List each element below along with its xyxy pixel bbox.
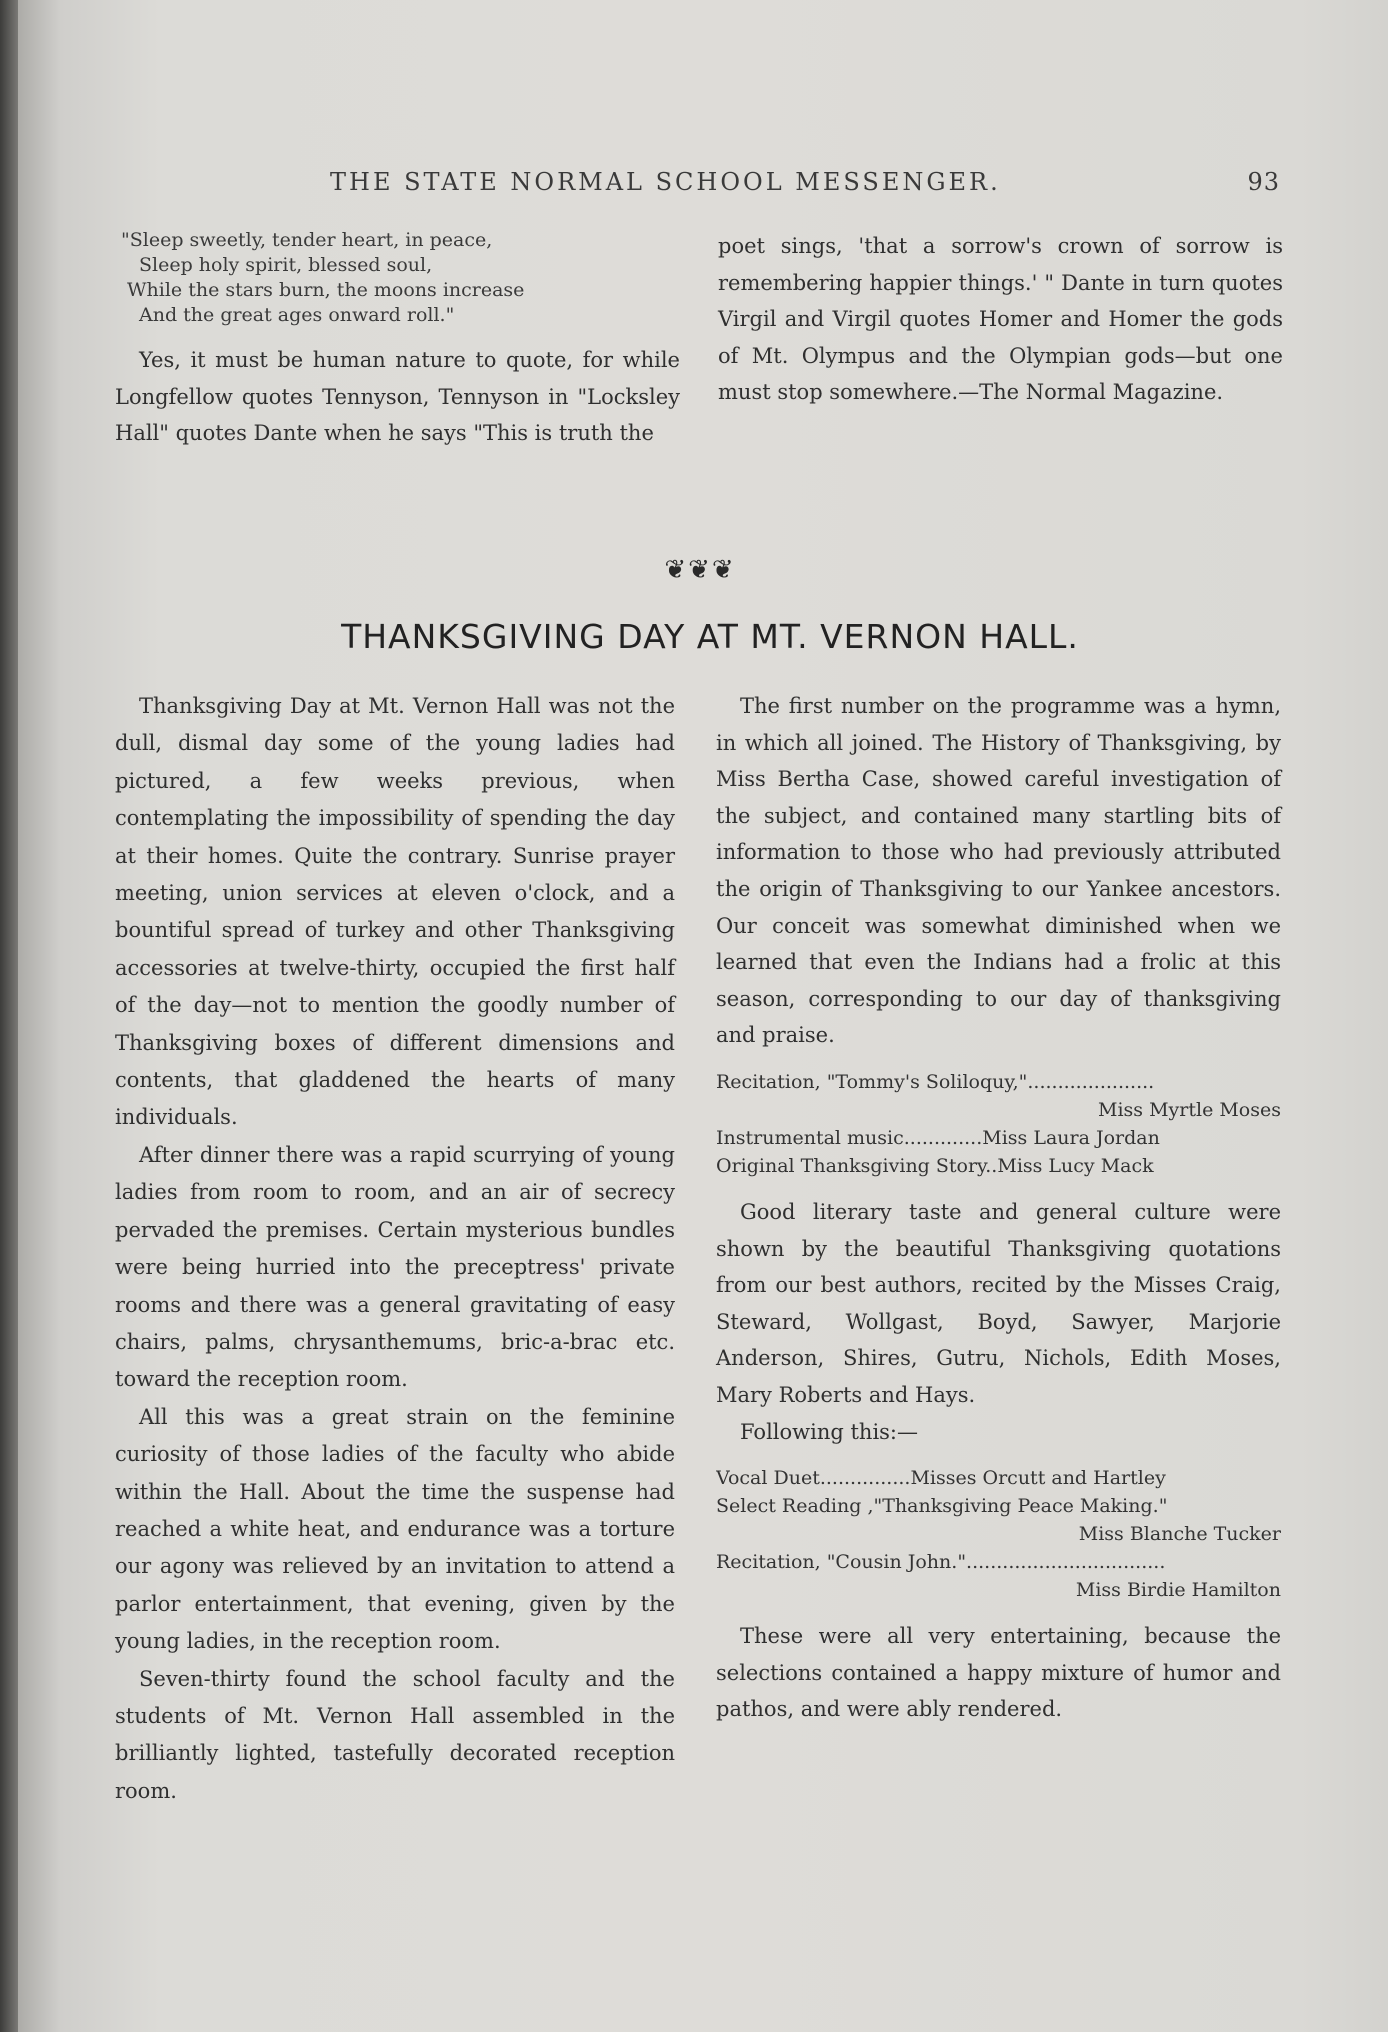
- article-title: THANKSGIVING DAY AT MT. VERNON HALL.: [341, 617, 1079, 656]
- running-header: [330, 168, 1280, 196]
- programme-performer: Miss Lucy Mack: [997, 1154, 1154, 1177]
- top-right-column: [718, 228, 1283, 411]
- top-left-column: [115, 228, 680, 452]
- programme-item: [716, 1152, 1281, 1180]
- article-paragraph: After dinner there was a rapid scurrying of young ladies from room to room, and an air of secrecy pervaded the premises. Certain mysterious bundles were being hurried into the preceptress' private rooms and there was a general gravitating of easy chairs, palms, chrysanthemums, bric-a-brac etc. toward the reception room.: [115, 1142, 675, 1392]
- poem: [115, 228, 680, 328]
- article-paragraph: Seven-thirty found the school faculty and the students of Mt. Vernon Hall assembled in the brilliantly lighted, tastefully decorated reception room.: [115, 1666, 675, 1803]
- article-paragraph: These were all very entertaining, because the selections contained a happy mixture of humor and pathos, and were ably rendered.: [716, 1624, 1281, 1722]
- programme-performer: Misses Orcutt and Hartley: [910, 1467, 1166, 1490]
- page-number: 93: [1247, 168, 1280, 196]
- article-paragraph: The first number on the programme was a hymn, in which all joined. The History of Thanksgiving, by Miss Bertha Case, showed careful investigation of the subject, and contained many startling bits of information to those who had previously attributed the origin of Thanksgiving to our Yankee ancestors. Our conceit was somewhat diminished when we learned that even the Indians had a frolic at this season, corresponding to our day of thanksgiving and praise.: [716, 694, 1281, 1048]
- programme-item-title: Select Reading ,"Thanksgiving Peace Making.": [716, 1495, 1168, 1518]
- running-title: THE STATE NORMAL SCHOOL MESSENGER.: [330, 168, 1001, 196]
- article-paragraph: Good literary taste and general culture were shown by the beautiful Thanksgiving quotations from our best authors, recited by the Misses Craig, Steward, Wollgast, Boyd, Sawyer, Marjorie Anderson, Shires, Gutru, Nichols, Edith Moses, Mary Roberts and Hays.: [716, 1199, 1281, 1407]
- programme-item: [716, 1464, 1281, 1492]
- poem-line: Sleep holy spirit, blessed soul,: [139, 254, 433, 276]
- poem-line: And the great ages onward roll.": [139, 304, 455, 326]
- programme-performer: Miss Laura Jordan: [982, 1126, 1160, 1149]
- programme-item: [716, 1548, 1281, 1576]
- programme-item-title: Instrumental music.............: [716, 1126, 983, 1149]
- poem-line: While the stars burn, the moons increase: [127, 279, 525, 301]
- programme-item-title: Recitation, "Tommy's Soliloquy,".....................: [716, 1070, 1155, 1093]
- following-line: Following this:—: [740, 1419, 919, 1444]
- section-ornament: ❦❦❦: [664, 555, 736, 585]
- programme-performer: Miss Myrtle Moses: [1098, 1098, 1281, 1121]
- poem-line: "Sleep sweetly, tender heart, in peace,: [121, 229, 493, 251]
- quote-paragraph: Yes, it must be human nature to quote, for while Longfellow quotes Tennyson, Tennyson in "Locksley Hall" quotes Dante when he says "This is truth the: [115, 348, 680, 446]
- programme-item: [716, 1124, 1281, 1152]
- book-binding-shadow: [0, 0, 18, 2032]
- article-left-column: [115, 688, 675, 1810]
- programme-item: [716, 1492, 1281, 1520]
- programme-item-title: Recitation, "Cousin John.".................................: [716, 1551, 1166, 1574]
- programme-item-title: Original Thanksgiving Story..: [716, 1154, 998, 1177]
- programme-item-title: Vocal Duet...............: [716, 1467, 911, 1490]
- quote-paragraph-continued: poet sings, 'that a sorrow's crown of sorrow is remembering happier things.' " Dante in turn quotes Virgil and Virgil quotes Homer and Homer the gods of Mt. Olympus and the Olympian gods—but one must stop somewhere.—The Normal Magazine.: [718, 234, 1283, 405]
- programme-list: [716, 1464, 1281, 1604]
- programme-performer: Miss Blanche Tucker: [1078, 1523, 1281, 1546]
- article-paragraph: All this was a great strain on the feminine curiosity of those ladies of the faculty who abide within the Hall. About the time the suspense had reached a white heat, and endurance was a torture our agony was relieved by an invitation to attend a parlor entertainment, that evening, given by the young ladies, in the reception room.: [115, 1404, 675, 1654]
- programme-item: [716, 1068, 1281, 1096]
- article-right-column: [716, 688, 1281, 1728]
- programme-list: [716, 1068, 1281, 1180]
- article-paragraph: Thanksgiving Day at Mt. Vernon Hall was not the dull, dismal day some of the young ladies had pictured, a few weeks previous, when contemplating the impossibility of spending the day at their homes. Quite the contrary. Sunrise prayer meeting, union services at eleven o'clock, and a bountiful spread of turkey and other Thanksgiving accessories at twelve-thirty, occupied the first half of the day—not to mention the goodly number of Thanksgiving boxes of different dimensions and contents, that gladdened the hearts of many individuals.: [115, 694, 675, 1130]
- programme-performer: Miss Birdie Hamilton: [1075, 1579, 1281, 1602]
